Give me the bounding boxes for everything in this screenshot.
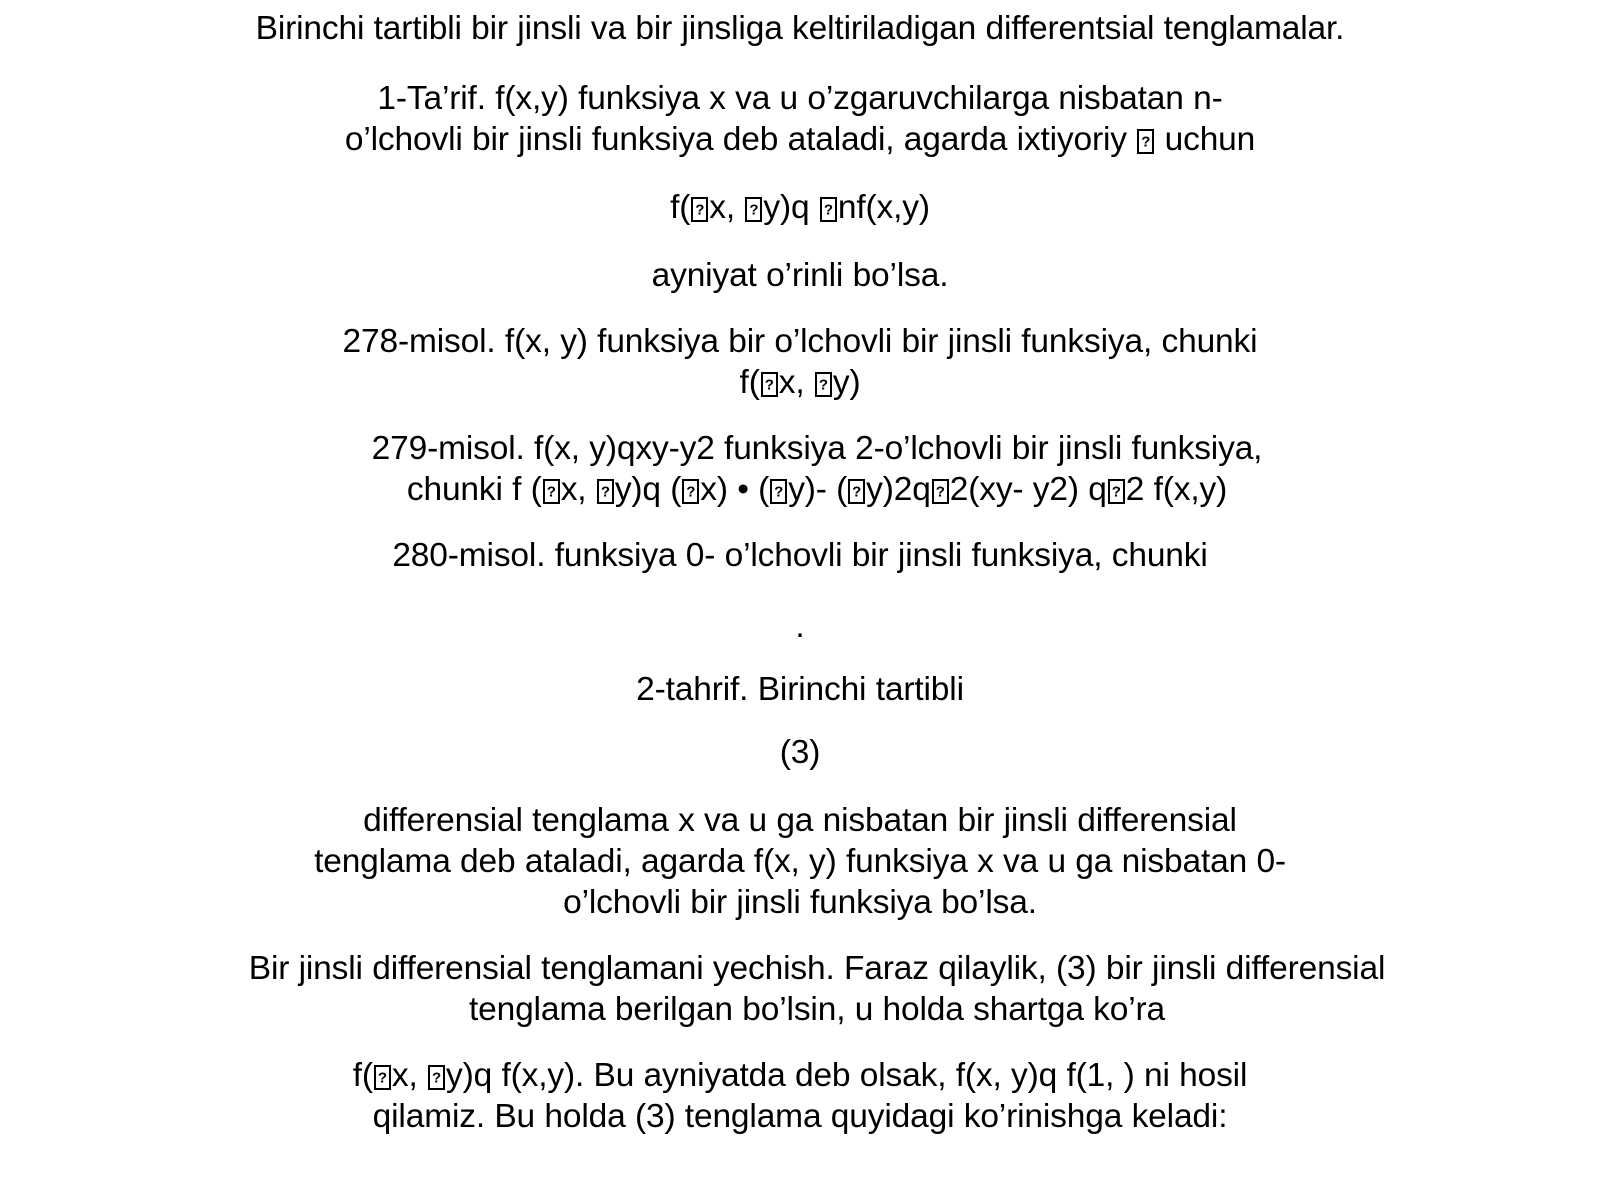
- formula-1: [450, 187, 1150, 228]
- missing-glyph-icon: [770, 479, 787, 504]
- example-279-f-d: x) • (: [700, 471, 770, 508]
- formula-1-part-1: x,: [709, 189, 745, 226]
- final-seg-b: x,: [391, 1057, 428, 1094]
- missing-glyph-icon: [761, 372, 778, 397]
- formula-1-part-2: y)q: [763, 189, 819, 226]
- final-paragraph: [295, 1055, 1305, 1137]
- equation-reference-3: (3): [779, 734, 821, 771]
- missing-glyph-icon: [1108, 479, 1125, 504]
- missing-glyph-icon: [820, 197, 837, 222]
- final-seg-a: f(: [352, 1057, 373, 1094]
- missing-glyph-icon: [597, 479, 614, 504]
- missing-glyph-icon: [848, 479, 865, 504]
- missing-glyph-icon: [682, 479, 699, 504]
- example-279-f-e: y)- (: [788, 471, 848, 508]
- missing-glyph-icon: [745, 197, 762, 222]
- example-279-f-a: chunki f (: [406, 471, 542, 508]
- formula-1-prefix: f(: [670, 189, 691, 226]
- definition-2-heading: 2-tahrif. Birinchi tartibli: [636, 671, 964, 708]
- example-278-formula-suffix: y): [832, 364, 861, 401]
- document-content: [242, 8, 1386, 1137]
- missing-glyph-icon: [374, 1065, 391, 1090]
- identity-note: ayniyat o’rinli bo’lsa.: [651, 257, 949, 294]
- example-279-f-g: 2(xy- y2) q: [949, 471, 1107, 508]
- example-279-f-h: 2 f(x,y): [1125, 471, 1228, 508]
- example-279: [242, 428, 1392, 510]
- example-279-f-f: y)2q: [866, 471, 931, 508]
- definition-1-line-2-before: o’lchovli bir jinsli funksiya deb ataladi, agarda ixtiyoriy: [344, 121, 1137, 158]
- example-278-formula-prefix: f(: [739, 364, 760, 401]
- missing-glyph-icon: [815, 372, 832, 397]
- example-278: [242, 321, 1358, 403]
- example-278-line-1: 278-misol. f(x, y) funksiya bir o’lchovli bir jinsli funksiya, chunki: [342, 323, 1258, 360]
- solution-paragraph: Bir jinsli differensial tenglamani yechish. Faraz qilaylik, (3) bir jinsli differensial tenglama berilgan bo’lsin, u holda shartga ko’ra: [248, 950, 1386, 1028]
- missing-glyph-icon: [932, 479, 949, 504]
- example-280: 280-misol. funksiya 0- o’lchovli bir jinsli funksiya, chunki: [392, 537, 1208, 574]
- definition-1-line-2-after: uchun: [1155, 121, 1256, 158]
- example-279-line-1: 279-misol. f(x, y)qxy-y2 funksiya 2-o’lchovli bir jinsli funksiya,: [371, 430, 1263, 467]
- definition-1-paragraph: [295, 78, 1305, 160]
- example-279-f-b: x,: [560, 471, 596, 508]
- missing-glyph-icon: [428, 1065, 445, 1090]
- example-279-f-c: y)q (: [614, 471, 682, 508]
- lone-dot-paragraph: .: [795, 608, 805, 645]
- final-seg-c: y)q f(x,y). Bu ayniyatda deb olsak, f(x, y)q f(1, ) ni hosil qilamiz. Bu holda (3) tenglama quyidagi ko’rinishga keladi:: [372, 1057, 1248, 1135]
- definition-2-body: differensial tenglama x va u ga nisbatan bir jinsli differensial tenglama deb ataladi, agarda f(x, y) funksiya x va u ga nisbatan 0- o’lchovli bir jinsli funksiya bo’lsa.: [314, 802, 1286, 921]
- example-278-formula-mid: x,: [778, 364, 814, 401]
- missing-glyph-icon: [543, 479, 560, 504]
- definition-1-line-1: 1-Ta’rif. f(x,y) funksiya x va u o’zgaruvchilarga nisbatan n-: [377, 80, 1223, 117]
- document-title: Birinchi tartibli bir jinsli va bir jinsliga keltiriladigan differentsial tenglamalar.: [255, 10, 1345, 47]
- formula-1-part-3: nf(x,y): [837, 189, 930, 226]
- missing-glyph-icon: [691, 197, 708, 222]
- missing-glyph-icon: [1137, 129, 1154, 154]
